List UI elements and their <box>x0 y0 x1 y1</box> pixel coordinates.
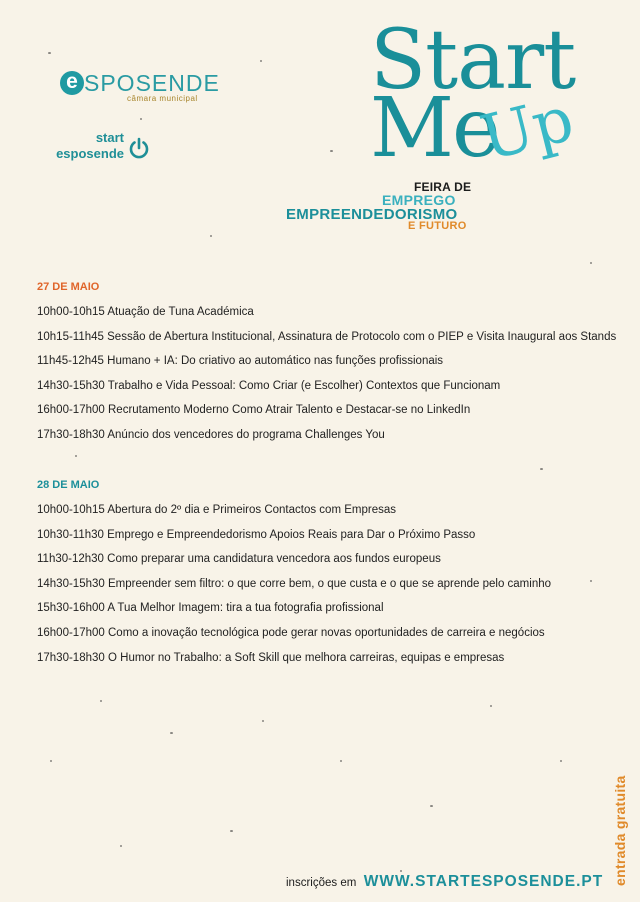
subtitle-e-futuro: E FUTURO <box>408 220 467 232</box>
session-time: 17h30-18h30 <box>37 651 105 664</box>
session-item <box>37 354 616 368</box>
session-title: Humano + IA: Do criativo ao automático nas funções profissionais <box>107 355 444 368</box>
schedule-day-1 <box>37 280 616 453</box>
esposende-logo-name: SPOSENDE <box>84 70 220 96</box>
subtitle-emprego: EMPREGO <box>382 192 456 208</box>
registration-url[interactable]: WWW.STARTESPOSENDE.PT <box>363 873 604 890</box>
session-item <box>37 428 616 442</box>
session-time: 15h30-16h00 <box>37 602 105 615</box>
session-item <box>37 403 616 417</box>
session-item <box>37 330 616 344</box>
esposende-logo-subtitle: câmara municipal <box>127 94 198 103</box>
session-time: 14h30-15h30 <box>37 379 105 392</box>
session-title: Sessão de Abertura Institucional, Assinatura de Protocolo com o PIEP e Visita Inaugural aos Stands <box>107 330 617 343</box>
session-item <box>37 626 551 640</box>
session-item <box>37 552 551 566</box>
session-title: Emprego e Empreendedorismo Apoios Reais para Dar o Próximo Passo <box>107 528 476 541</box>
session-list <box>37 503 551 665</box>
session-time: 11h45-12h45 <box>37 355 104 368</box>
day-heading: 28 DE MAIO <box>37 479 100 491</box>
title-up: Up <box>473 81 581 175</box>
session-time: 10h30-11h30 <box>37 528 104 541</box>
esposende-logo <box>60 71 220 105</box>
session-time: 17h30-18h30 <box>37 428 105 441</box>
free-entry-label: entrada gratuita <box>612 775 628 886</box>
session-item <box>37 577 551 591</box>
power-icon <box>128 137 150 159</box>
session-time: 14h30-15h30 <box>37 577 105 590</box>
session-time: 16h00-17h00 <box>37 404 105 417</box>
session-time: 11h30-12h30 <box>37 553 104 566</box>
session-title: O Humor no Trabalho: a Soft Skill que melhora carreiras, equipas e empresas <box>108 651 505 664</box>
registration-label: inscrições em <box>286 877 357 889</box>
session-title: A Tua Melhor Imagem: tira a tua fotografia profissional <box>107 602 384 615</box>
session-item <box>37 305 616 319</box>
session-title: Como preparar uma candidatura vencedora aos fundos europeus <box>107 553 441 566</box>
session-list <box>37 305 616 442</box>
esposende-logo-mark: e <box>60 71 84 95</box>
title-me: Me <box>370 81 499 176</box>
start-esposende-line2: esposende <box>56 146 124 161</box>
start-esposende-logo <box>52 131 162 165</box>
session-item <box>37 379 616 393</box>
session-item <box>37 601 551 615</box>
session-time: 10h15-11h45 <box>37 330 104 343</box>
session-time: 10h00-10h15 <box>37 306 105 318</box>
session-item <box>37 528 551 542</box>
session-item <box>37 503 551 517</box>
session-title: Empreender sem filtro: o que corre bem, o que custa e o que se aprende pelo caminho <box>108 577 552 590</box>
day-heading: 27 DE MAIO <box>37 281 100 293</box>
session-item <box>37 651 551 665</box>
schedule-day-2 <box>37 478 551 675</box>
session-time: 10h00-10h15 <box>37 504 105 516</box>
session-title: Anúncio dos vencedores do programa Challenges You <box>107 428 385 441</box>
session-title: Trabalho e Vida Pessoal: Como Criar (e Escolher) Contextos que Funcionam <box>107 379 501 392</box>
subtitle-feira-de: FEIRA DE <box>414 180 472 194</box>
start-esposende-line1: start <box>95 130 124 145</box>
session-title: Como a inovação tecnológica pode gerar novas oportunidades de carreira e negócios <box>108 626 545 639</box>
title-start: Start <box>370 13 576 108</box>
subtitle-empreendedorismo: EMPREENDEDORISMO <box>286 206 458 223</box>
registration-line <box>286 873 603 891</box>
session-title: Abertura do 2º dia e Primeiros Contactos com Empresas <box>107 504 396 516</box>
session-title: Atuação de Tuna Académica <box>107 306 254 318</box>
session-title: Recrutamento Moderno Como Atrair Talento e Destacar-se no LinkedIn <box>108 404 471 417</box>
session-time: 16h00-17h00 <box>37 626 105 639</box>
